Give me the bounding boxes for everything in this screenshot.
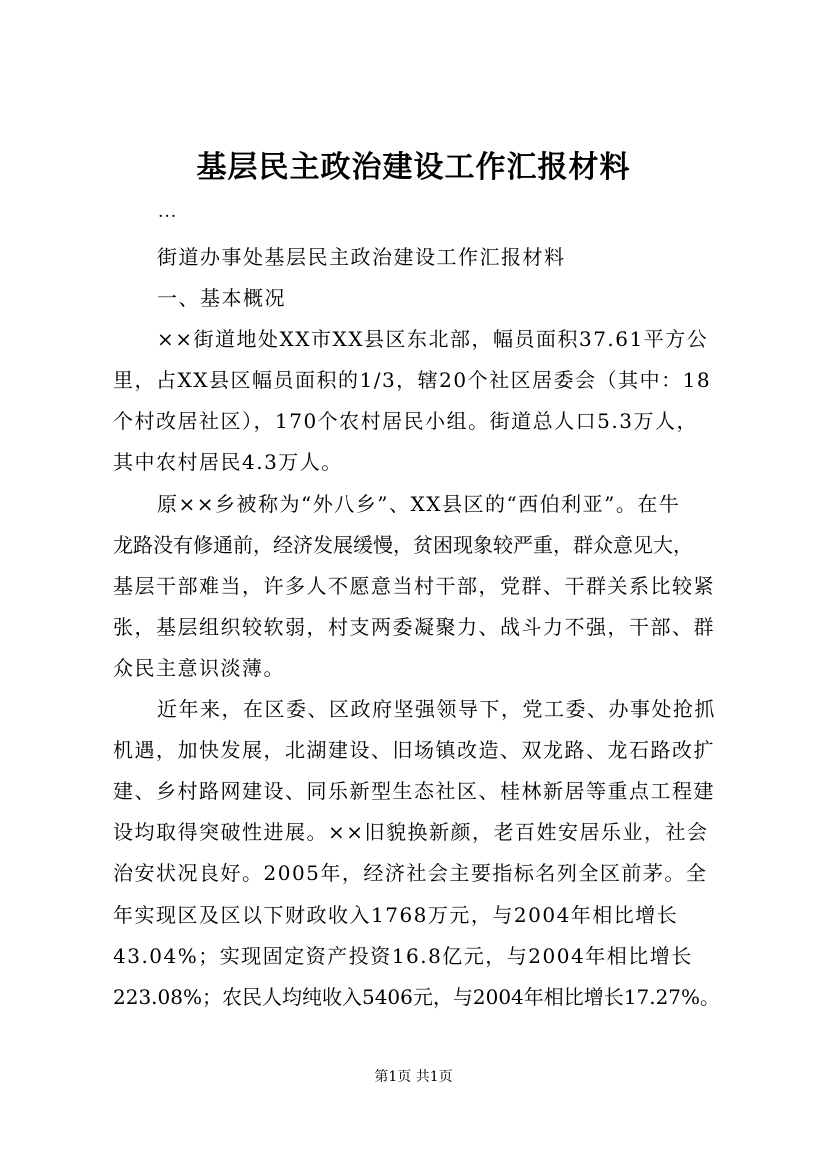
ellipsis-text: ... [158, 202, 178, 222]
paragraph-line: 年实现区及区以下财政收入1768万元，与2004年相比增长 [113, 902, 679, 927]
paragraph-line: 机遇，加快发展，北湖建设、旧场镇改造、双龙路、龙石路改扩 [113, 738, 715, 763]
paragraph-line: 43.04%；实现固定资产投资16.8亿元，与2004年相比增长 [113, 943, 693, 968]
page-number: 第1页 共1页 [374, 1069, 453, 1085]
paragraph-line: 众民主意识淡薄。 [113, 655, 285, 680]
paragraph-line: 龙路没有修通前，经济发展缓慢，贫困现象较严重，群众意见大， [113, 532, 693, 557]
paragraph-line: 原××乡被称为“外八乡”、XX县区的“西伯利亚”。在牛 [157, 491, 681, 516]
paragraph-line: 设均取得突破性进展。××旧貌换新颜，老百姓安居乐业，社会 [113, 820, 709, 845]
paragraph-line: ××街道地处XX市XX县区东北部，幅员面积37.61平方公 [157, 327, 709, 352]
paragraph-line: 基层干部难当，许多人不愿意当村干部，党群、干群关系比较紧 [113, 573, 715, 598]
document-title: 基层民主政治建设工作汇报材料 [196, 150, 631, 185]
paragraph-line: 223.08%；农民人均纯收入5406元，与2004年相比增长17.27%。 [113, 984, 721, 1009]
document-body [113, 237, 727, 1018]
section-heading: 一、基本概况 [157, 286, 286, 311]
paragraph-line: 张，基层组织较软弱，村支两委凝聚力、战斗力不强，干部、群 [113, 614, 715, 639]
paragraph-line: 其中农村居民4.3万人。 [113, 450, 343, 475]
paragraph-line: 个村改居社区），170个农村居民小组。街道总人口5.3万人， [113, 409, 698, 434]
subtitle-line: 街道办事处基层民主政治建设工作汇报材料 [157, 245, 566, 269]
paragraph-line: 里，占XX县区幅员面积的1/3，辖20个社区居委会（其中：18 [113, 368, 712, 393]
paragraph-line: 治安状况良好。2005年，经济社会主要指标名列全区前茅。全 [113, 861, 708, 886]
paragraph-line: 近年来，在区委、区政府坚强领导下，党工委、办事处抢抓 [157, 697, 716, 722]
paragraph-line: 建、乡村路网建设、同乐新型生态社区、桂林新居等重点工程建 [113, 779, 715, 804]
